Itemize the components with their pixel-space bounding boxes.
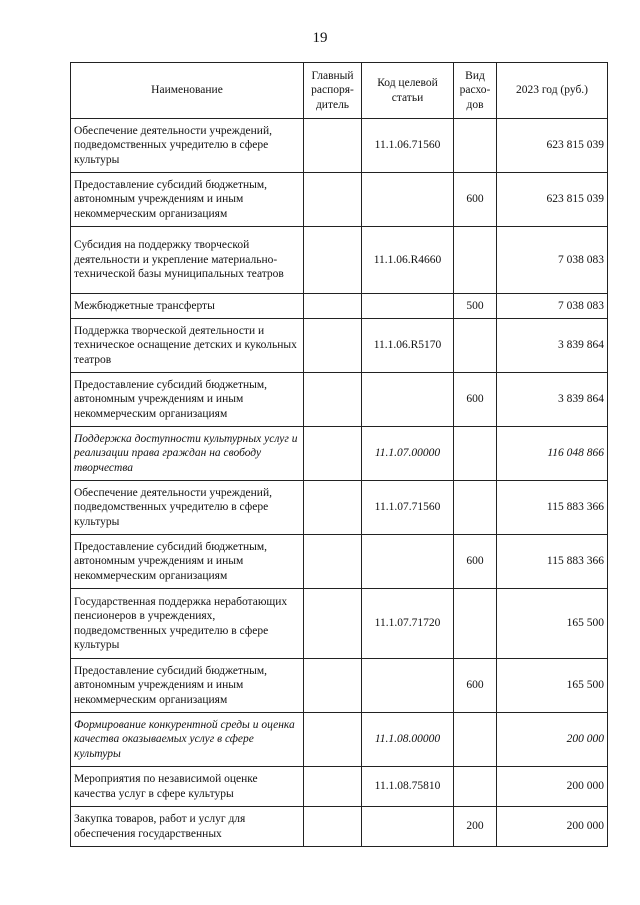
- row-name-cell: Поддержка творческой деятельности и техническое оснащение детских и кукольных театров: [71, 319, 304, 373]
- table-row: [71, 373, 608, 427]
- row-amount-cell: 3 839 864: [497, 319, 608, 373]
- table-row: [71, 481, 608, 535]
- row-amount-cell: 3 839 864: [497, 373, 608, 427]
- row-admin-cell: [304, 373, 362, 427]
- row-admin-cell: [304, 481, 362, 535]
- row-code-cell: [362, 659, 454, 713]
- row-type-cell: 600: [454, 173, 497, 227]
- row-name-cell: Формирование конкурентной среды и оценка качества оказываемых услуг в сфере культуры: [71, 713, 304, 767]
- table-row: [71, 427, 608, 481]
- row-amount-cell: 200 000: [497, 807, 608, 847]
- row-type-cell: [454, 319, 497, 373]
- row-name-cell: Поддержка доступности культурных услуг и реализации права граждан на свободу творчества: [71, 427, 304, 481]
- header-name: Наименование: [71, 63, 304, 119]
- row-code-cell: 11.1.06.R5170: [362, 319, 454, 373]
- row-amount-cell: 7 038 083: [497, 227, 608, 294]
- row-amount-cell: 623 815 039: [497, 173, 608, 227]
- header-admin: Главный распоря-дитель: [304, 63, 362, 119]
- row-admin-cell: [304, 659, 362, 713]
- row-amount-cell: 115 883 366: [497, 535, 608, 589]
- row-amount-cell: 623 815 039: [497, 119, 608, 173]
- table-row: [71, 713, 608, 767]
- budget-table: [70, 62, 608, 847]
- row-type-cell: [454, 227, 497, 294]
- row-name-cell: Обеспечение деятельности учреждений, подведомственных учредителю в сфере культуры: [71, 119, 304, 173]
- row-admin-cell: [304, 119, 362, 173]
- header-year: 2023 год (руб.): [497, 63, 608, 119]
- row-admin-cell: [304, 173, 362, 227]
- row-code-cell: 11.1.07.00000: [362, 427, 454, 481]
- table-row: [71, 294, 608, 319]
- row-type-cell: [454, 713, 497, 767]
- row-amount-cell: 165 500: [497, 659, 608, 713]
- row-code-cell: 11.1.07.71720: [362, 589, 454, 659]
- table-row: [71, 589, 608, 659]
- table-row: [71, 535, 608, 589]
- row-admin-cell: [304, 767, 362, 807]
- row-type-cell: [454, 481, 497, 535]
- row-type-cell: [454, 427, 497, 481]
- row-code-cell: 11.1.08.75810: [362, 767, 454, 807]
- row-code-cell: [362, 535, 454, 589]
- row-type-cell: 500: [454, 294, 497, 319]
- row-name-cell: Закупка товаров, работ и услуг для обеспечения государственных: [71, 807, 304, 847]
- page-number: 19: [312, 30, 328, 46]
- row-admin-cell: [304, 227, 362, 294]
- row-code-cell: [362, 807, 454, 847]
- row-admin-cell: [304, 713, 362, 767]
- row-type-cell: 600: [454, 659, 497, 713]
- table-row: [71, 227, 608, 294]
- row-name-cell: Субсидия на поддержку творческой деятельности и укрепление материально-технической базы муниципальных театров: [71, 227, 304, 294]
- header-code: Код целевой статьи: [362, 63, 454, 119]
- row-name-cell: Обеспечение деятельности учреждений, подведомственных учредителю в сфере культуры: [71, 481, 304, 535]
- row-code-cell: 11.1.06.R4660: [362, 227, 454, 294]
- row-type-cell: [454, 589, 497, 659]
- row-amount-cell: 7 038 083: [497, 294, 608, 319]
- row-amount-cell: 115 883 366: [497, 481, 608, 535]
- table-row: [71, 119, 608, 173]
- row-name-cell: Предоставление субсидий бюджетным, автономным учреждениям и иным некоммерческим организациям: [71, 173, 304, 227]
- row-type-cell: 600: [454, 535, 497, 589]
- table-row: [71, 659, 608, 713]
- row-type-cell: 600: [454, 373, 497, 427]
- row-admin-cell: [304, 807, 362, 847]
- row-name-cell: Мероприятия по независимой оценке качества услуг в сфере культуры: [71, 767, 304, 807]
- table-header-row: [71, 63, 608, 119]
- row-type-cell: [454, 119, 497, 173]
- row-code-cell: 11.1.07.71560: [362, 481, 454, 535]
- row-amount-cell: 200 000: [497, 713, 608, 767]
- table-row: [71, 319, 608, 373]
- row-code-cell: [362, 294, 454, 319]
- row-type-cell: [454, 767, 497, 807]
- row-name-cell: Предоставление субсидий бюджетным, автономным учреждениям и иным некоммерческим организациям: [71, 535, 304, 589]
- row-admin-cell: [304, 319, 362, 373]
- row-admin-cell: [304, 294, 362, 319]
- row-admin-cell: [304, 589, 362, 659]
- row-name-cell: Предоставление субсидий бюджетным, автономным учреждениям и иным некоммерческим организациям: [71, 659, 304, 713]
- row-code-cell: 11.1.08.00000: [362, 713, 454, 767]
- row-code-cell: [362, 373, 454, 427]
- row-type-cell: 200: [454, 807, 497, 847]
- row-code-cell: 11.1.06.71560: [362, 119, 454, 173]
- row-name-cell: Государственная поддержка неработающих пенсионеров в учреждениях, подведомственных учредителю в сфере культуры: [71, 589, 304, 659]
- header-type: Вид расхо-дов: [454, 63, 497, 119]
- row-code-cell: [362, 173, 454, 227]
- row-amount-cell: 165 500: [497, 589, 608, 659]
- row-amount-cell: 200 000: [497, 767, 608, 807]
- row-admin-cell: [304, 535, 362, 589]
- table-row: [71, 807, 608, 847]
- row-admin-cell: [304, 427, 362, 481]
- row-name-cell: Межбюджетные трансферты: [71, 294, 304, 319]
- row-amount-cell: 116 048 866: [497, 427, 608, 481]
- table-row: [71, 173, 608, 227]
- table-row: [71, 767, 608, 807]
- row-name-cell: Предоставление субсидий бюджетным, автономным учреждениям и иным некоммерческим организациям: [71, 373, 304, 427]
